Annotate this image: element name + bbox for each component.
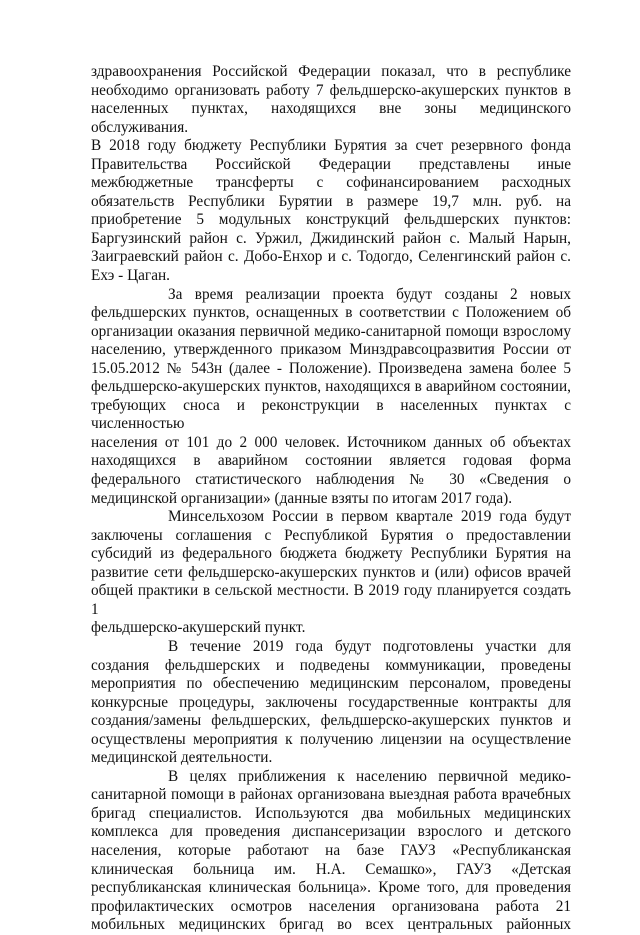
document-line: необходимо организовать работу 7 фельдшерско-акушерских пунктов в [91,81,571,99]
document-line: медицинской деятельности. [91,749,273,767]
document-line: профилактических осмотров населения организована работа 21 [91,897,571,915]
document-line: Заиграевский район с. Добо-Енхор и с. Тодогдо, Селенгинский район с. [91,248,571,266]
document-line: Правительства Российской Федерации представлены иные [91,155,571,173]
document-line: федерального статистического наблюдения № 30 «Сведения о [91,471,571,489]
document-line: мероприятия по обеспечению медицинским персоналом, проведены [91,675,571,693]
document-line: За время реализации проекта будут созданы 2 новых [168,285,571,303]
document-line: бригад специалистов. Используются два мобильных медицинских [91,804,571,822]
document-line: клиническая больница им. Н.А. Семашко», ГАУЗ «Детская [91,860,571,878]
document-line: В течение 2019 года будут подготовлены участки для [168,637,571,655]
document-line: населения от 101 до 2 000 человек. Источником данных об объектах [91,433,571,451]
document-line: медицинской организации» (данные взяты по итогам 2017 года). [91,489,513,507]
document-line: общей практики в сельской местности. В 2019 году планируется создать 1 [91,582,571,618]
document-line: В целях приближения к населению первичной медико- [168,767,571,785]
document-line: приобретение 5 модульных конструкций фельдшерских пунктов: [91,211,571,229]
document-line: создания/замены фельдшерских, фельдшерско-акушерских пунктов и [91,712,571,730]
document-body [91,63,571,935]
document-line: санитарной помощи в районах организована выездная работа врачебных [91,786,571,804]
document-line: В 2018 году бюджету Республики Бурятия за счет резервного фонда [91,137,571,155]
document-line: субсидий из федерального бюджета бюджету Республики Бурятия на [91,545,571,563]
document-line: обязательств Республики Бурятии в размере 19,7 млн. руб. на [91,192,571,210]
document-line: населенных пунктах, находящихся вне зоны медицинского обслуживания. [91,100,571,136]
document-line: населению, утвержденного приказом Минздравсоцразвития России от [91,341,571,359]
document-line: Ехэ - Цаган. [91,267,171,285]
document-line: развитие сети фельдшерско-акушерских пунктов и (или) офисов врачей [91,563,571,581]
document-line: здравоохранения Российской Федерации показал, что в республике [91,63,571,80]
document-line: заключены соглашения с Республикой Бурятия о предоставлении [91,526,571,544]
document-line: требующих сноса и реконструкции в населенных пунктах с численностью [91,396,571,433]
document-line: организации оказания первичной медико-санитарной помощи взрослому [91,322,571,340]
document-line: конкурсные процедуры, заключены государственные контракты для [91,693,571,711]
document-line: осуществлены мероприятия к получению лицензии на осуществление [91,730,571,748]
document-line: находящихся в аварийном состоянии является годовая форма [91,452,571,470]
document-line: создания фельдшерских и подведены коммуникации, проведены [91,656,571,674]
document-line: фельдшерских пунктов, оснащенных в соответствии с Положением об [91,304,571,322]
document-line: комплекса для проведения диспансеризации взрослого и детского [91,823,571,841]
document-line: Баргузинский район с. Уржил, Джидинский район с. Малый Нарын, [91,229,571,247]
document-line: Минсельхозом России в первом квартале 2019 года будут [168,508,571,526]
document-line: населения, которые работают на базе ГАУЗ «Республиканская [91,841,571,859]
document-line: 15.05.2012 № 543н (далее - Положение). Произведена замена более 5 [91,359,571,377]
document-line: фельдшерско-акушерский пункт. [91,619,306,637]
document-line: республиканская клиническая больница». Кроме того, для проведения [91,879,571,897]
document-line: фельдшерско-акушерских пунктов, находящихся в аварийном состоянии, [91,378,571,396]
document-line: межбюджетные трансферты с софинансированием расходных [91,174,571,192]
document-line: мобильных медицинских бригад во всех центральных районных [91,916,571,934]
